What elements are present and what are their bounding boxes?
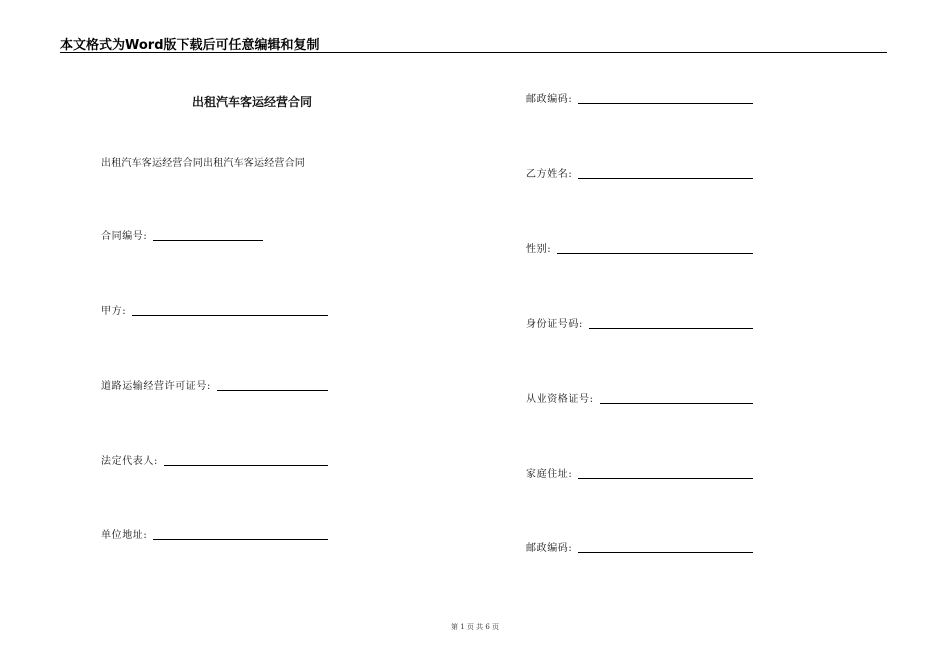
company-address-label: 单位地址: [101,530,148,541]
header-divider [60,52,887,53]
document-title: 出租汽车客运经营合同 [192,95,313,109]
qualification-number-field [526,391,753,405]
gender-field [526,241,753,255]
postal-code-field-b [526,540,753,554]
legal-representative-blank[interactable] [164,464,328,466]
legal-representative-field [101,453,328,467]
postal-code-field-a [526,91,753,105]
party-a-field [101,303,328,317]
id-number-field [526,316,753,330]
gender-label: 性别: [526,244,552,255]
gender-blank[interactable] [557,252,753,254]
contract-number-field [101,228,263,242]
contract-number-label: 合同编号: [101,231,148,242]
postal-code-label-b: 邮政编码: [526,543,573,554]
party-b-name-label: 乙方姓名: [526,169,573,180]
home-address-label: 家庭住址: [526,469,573,480]
id-number-blank[interactable] [589,327,753,329]
id-number-label: 身份证号码: [526,319,583,330]
qualification-number-blank[interactable] [600,402,753,404]
qualification-number-label: 从业资格证号: [526,394,594,405]
party-a-label: 甲方: [101,306,127,317]
page-number: 第 1 页 共 6 页 [450,623,500,631]
party-a-blank[interactable] [132,314,328,316]
postal-code-blank-a[interactable] [578,102,753,104]
transport-license-blank[interactable] [217,389,328,391]
company-address-field [101,527,328,541]
contract-number-blank[interactable] [153,239,263,241]
home-address-blank[interactable] [578,477,753,479]
party-b-name-blank[interactable] [578,177,753,179]
postal-code-label-a: 邮政编码: [526,94,573,105]
legal-representative-label: 法定代表人: [101,456,158,467]
party-b-name-field [526,166,753,180]
company-address-blank[interactable] [153,538,328,540]
download-banner: 本文格式为Word版下载后可任意编辑和复制 [60,38,320,53]
transport-license-label: 道路运输经营许可证号: [101,381,211,392]
home-address-field [526,466,753,480]
transport-license-field [101,378,328,392]
postal-code-blank-b[interactable] [578,551,753,553]
intro-paragraph: 出租汽车客运经营合同出租汽车客运经营合同 [101,158,305,169]
